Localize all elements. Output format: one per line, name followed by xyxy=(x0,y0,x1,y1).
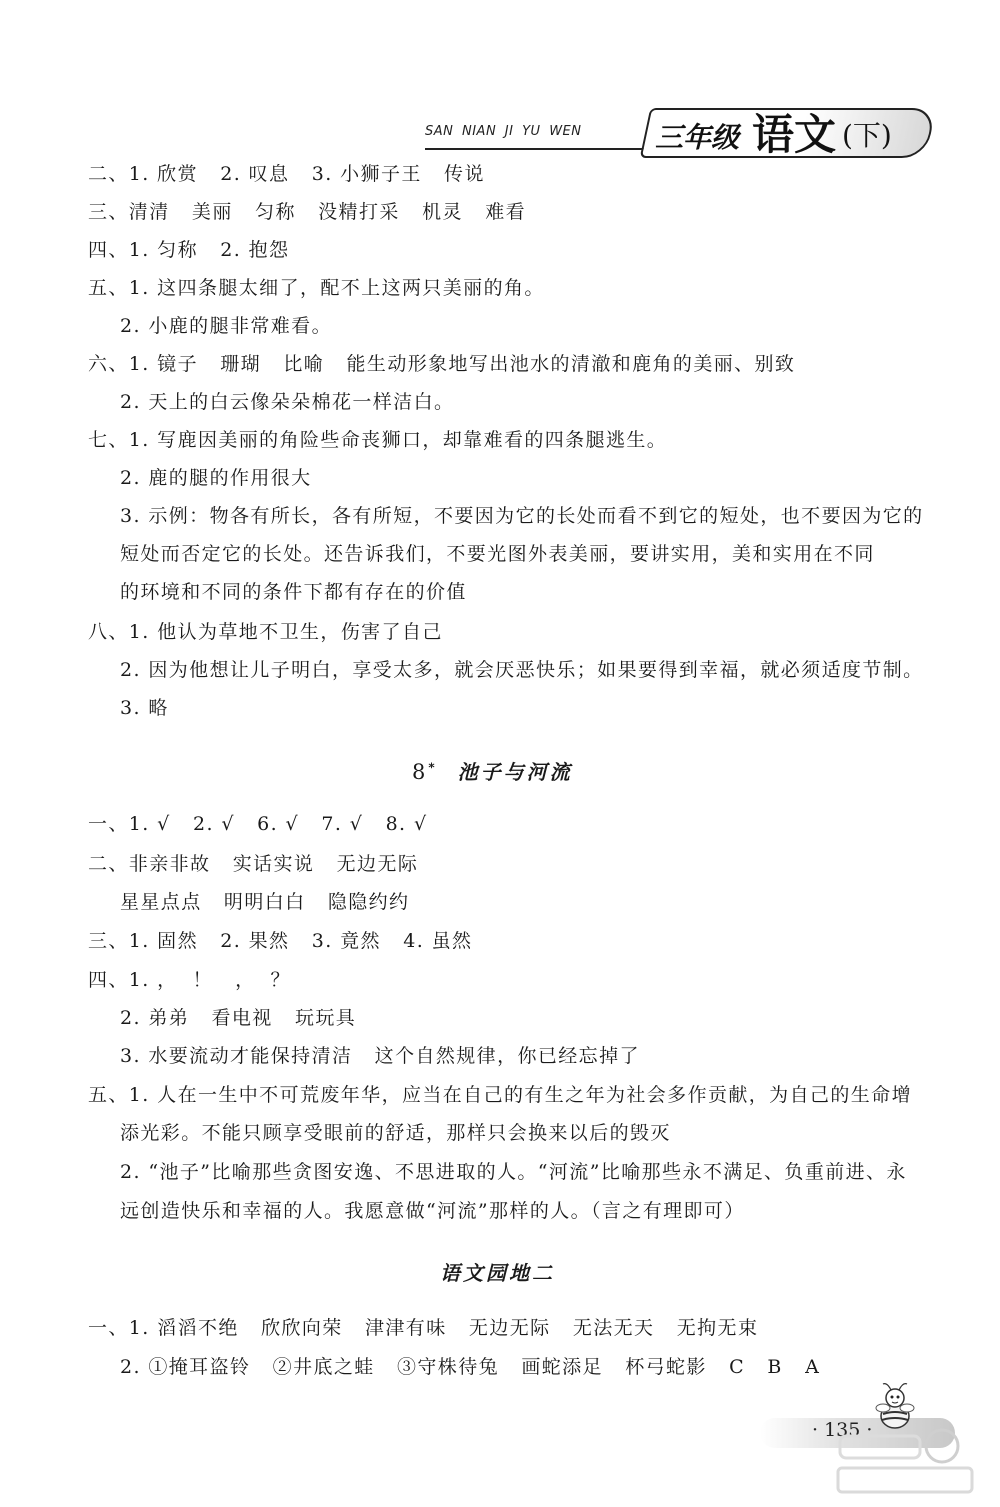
answer-line: 八、1. 他认为草地不卫生，伤害了自己 xyxy=(88,621,443,643)
answer-line: 四、1. 匀称 2. 抱怨 xyxy=(88,239,290,261)
answer-line: 七、1. 写鹿因美丽的角险些命丧狮口，却靠难看的四条腿逃生。 xyxy=(88,429,668,451)
answer-line: 六、1. 镜子 珊瑚 比喻 能生动形象地写出池水的清澈和鹿角的美丽、别致 xyxy=(88,353,796,375)
header-subject: 语文 xyxy=(752,110,837,159)
header-volume: (下) xyxy=(842,119,892,152)
answer-line: 星星点点 明明白白 隐隐约约 xyxy=(120,891,410,913)
answer-line: 二、1. 欣赏 2. 叹息 3. 小狮子王 传说 xyxy=(88,163,485,185)
answer-line: 三、1. 固然 2. 果然 3. 竟然 4. 虽然 xyxy=(88,930,473,952)
page-header xyxy=(0,0,1000,160)
section-title-text: 池子与河流 xyxy=(457,760,573,784)
answer-line: 的环境和不同的条件下都有存在的价值 xyxy=(120,581,467,603)
answer-line: 3. 水要流动才能保持清洁 这个自然规律，你已经忘掉了 xyxy=(120,1045,640,1067)
answer-line: 短处而否定它的长处。还告诉我们，不要光图外表美丽，要讲实用，美和实用在不同 xyxy=(120,543,875,565)
answer-line: 2. 因为他想让儿子明白，享受太多，就会厌恶快乐；如果要得到幸福，就必须适度节制。 xyxy=(120,659,924,681)
answer-line: 四、1. ， ！ ， ？ xyxy=(88,969,291,991)
section-star: * xyxy=(428,760,438,775)
answer-line: 2. ①掩耳盗铃 ②井底之蛙 ③守株待兔 画蛇添足 杯弓蛇影 C B A xyxy=(120,1356,821,1378)
watermark-logo-icon xyxy=(830,1428,980,1498)
header-rule xyxy=(425,148,650,150)
answer-line: 远创造快乐和幸福的人。我愿意做“河流”那样的人。（言之有理即可） xyxy=(120,1200,745,1222)
page-number: · 135 · xyxy=(812,1419,873,1441)
answer-line: 2. 小鹿的腿非常难看。 xyxy=(120,315,332,337)
answer-line: 2. 天上的白云像朵朵棉花一样洁白。 xyxy=(120,391,455,413)
section-number: 8 xyxy=(412,760,429,784)
answer-line: 一、1. √ 2. √ 6. √ 7. √ 8. √ xyxy=(88,813,428,835)
answer-line: 3. 略 xyxy=(120,697,169,719)
section-title xyxy=(412,756,573,785)
answer-line: 一、1. 滔滔不绝 欣欣向荣 津津有味 无边无际 无法无天 无拘无束 xyxy=(88,1317,759,1339)
answer-line: 二、非亲非故 实话实说 无边无际 xyxy=(88,853,419,875)
header-grade: 三年级 xyxy=(655,121,740,154)
answer-line: 五、1. 这四条腿太细了，配不上这两只美丽的角。 xyxy=(88,277,545,299)
answer-line: 2. 弟弟 看电视 玩玩具 xyxy=(120,1007,357,1029)
answer-line: 3. 示例：物各有所长，各有所短，不要因为它的长处而看不到它的短处，也不要因为它的 xyxy=(120,505,924,527)
answer-line: 添光彩。不能只顾享受眼前的舒适，那样只会换来以后的毁灭 xyxy=(120,1122,671,1144)
answer-line: 2. 鹿的腿的作用很大 xyxy=(120,467,312,489)
answer-line: 三、清清 美丽 匀称 没精打采 机灵 难看 xyxy=(88,201,526,223)
section-title: 语文园地二 xyxy=(440,1261,555,1285)
answer-line: 五、1. 人在一生中不可荒废年华，应当在自己的有生之年为社会多作贡献，为自己的生命增 xyxy=(88,1084,912,1106)
header-pinyin: SAN NIAN JI YU WEN xyxy=(425,124,582,139)
answer-line: 2. “池子”比喻那些贪图安逸、不思进取的人。“河流”比喻那些永不满足、负重前进、永 xyxy=(120,1161,907,1183)
